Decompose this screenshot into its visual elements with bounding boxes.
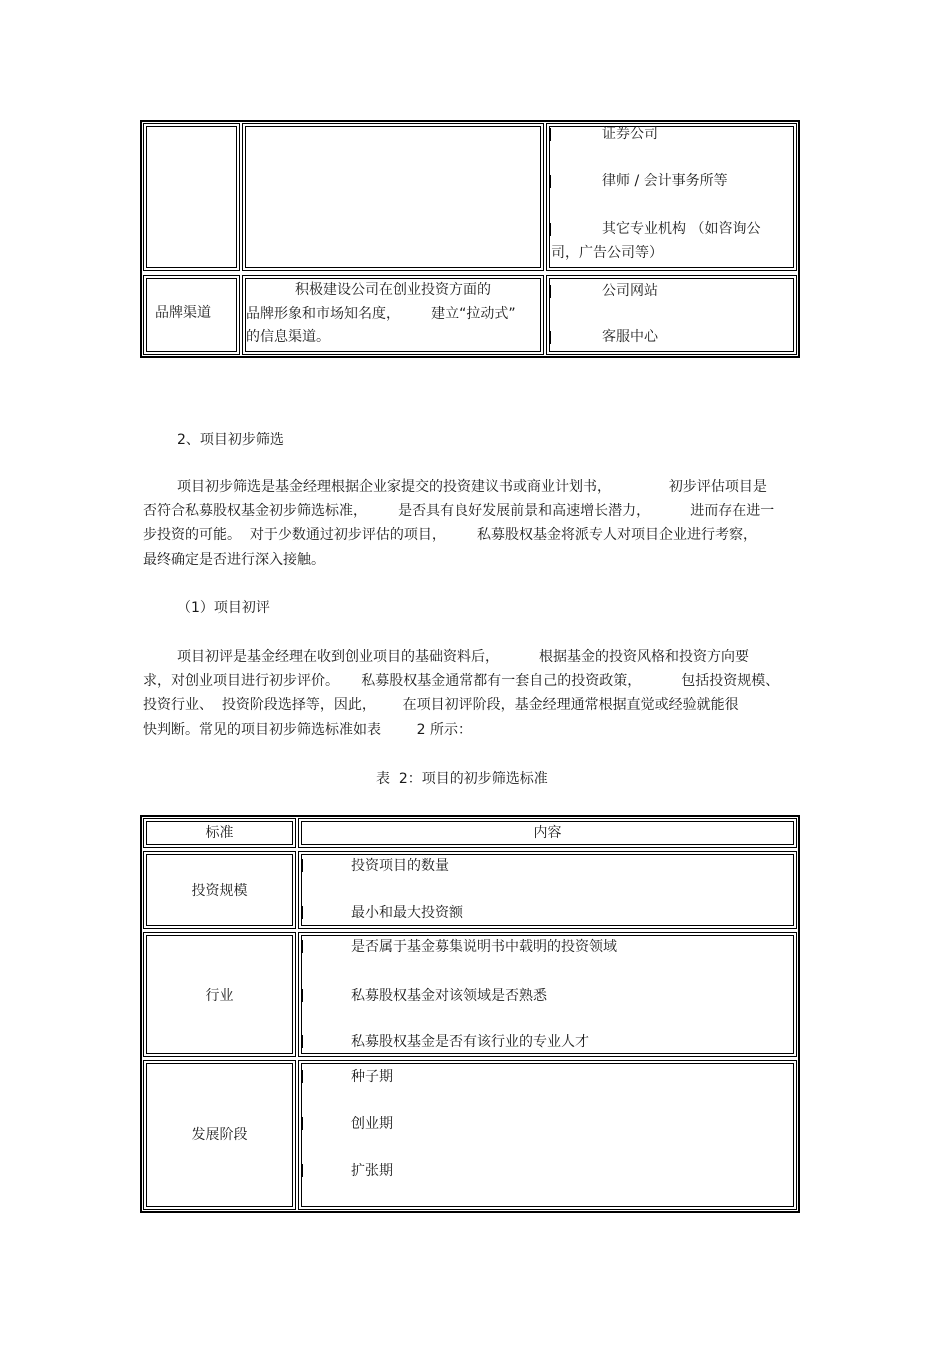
paragraph-1-line: 最终确定是否进行深入接触。 bbox=[143, 552, 325, 568]
brand-desc-line: 的信息渠道。 bbox=[246, 329, 330, 345]
bullet-tick bbox=[550, 175, 551, 188]
table-1-row1-col1 bbox=[143, 123, 240, 271]
list-item: 最小和最大投资额 bbox=[351, 905, 463, 921]
bullet-tick bbox=[302, 1035, 303, 1048]
bullet-tick bbox=[550, 128, 551, 141]
list-item: 证券公司 bbox=[602, 126, 658, 142]
list-item-continuation: 司，广告公司等） bbox=[551, 245, 663, 261]
list-item: 客服中心 bbox=[602, 329, 658, 345]
column-header-content: 内容 bbox=[533, 825, 562, 841]
subsection-title: （1）项目初评 bbox=[177, 600, 270, 616]
paragraph-2-line: 快判断。常见的项目初步筛选标准如表 2 所示： bbox=[143, 722, 472, 738]
brand-desc-line: 品牌形象和市场知名度， 建立“拉动式” bbox=[246, 306, 516, 322]
bullet-tick bbox=[550, 285, 551, 298]
paragraph-1-line: 步投资的可能。 对于少数通过初步评估的项目， 私募股权基金将派专人对项目企业进行考察， bbox=[143, 527, 758, 543]
row-label: 投资规模 bbox=[191, 883, 248, 899]
table-2 bbox=[140, 815, 800, 1213]
list-item: 种子期 bbox=[351, 1069, 393, 1085]
table-2-caption: 表 2：项目的初步筛选标准 bbox=[376, 771, 548, 787]
list-item: 创业期 bbox=[351, 1116, 393, 1132]
table-1 bbox=[140, 120, 800, 358]
list-item: 律师 / 会计事务所等 bbox=[602, 173, 728, 189]
bullet-tick bbox=[302, 940, 303, 953]
list-item: 其它专业机构 （如咨询公 bbox=[602, 221, 761, 237]
section-title: 2、项目初步筛选 bbox=[177, 432, 284, 448]
list-item: 是否属于基金募集说明书中载明的投资领域 bbox=[351, 939, 617, 955]
bullet-tick bbox=[302, 1070, 303, 1083]
bullet-tick bbox=[302, 1117, 303, 1130]
bullet-tick bbox=[302, 1164, 303, 1177]
list-item: 公司网站 bbox=[602, 283, 658, 299]
paragraph-1-line: 项目初步筛选是基金经理根据企业家提交的投资建议书或商业计划书， 初步评估项目是 bbox=[177, 479, 767, 495]
column-header-standard: 标准 bbox=[205, 825, 234, 841]
paragraph-1-line: 否符合私募股权基金初步筛选标准， 是否具有良好发展前景和高速增长潜力， 进而存在进一 bbox=[143, 503, 775, 519]
row-label-brand: 品牌渠道 bbox=[155, 305, 211, 321]
list-item: 扩张期 bbox=[351, 1163, 393, 1179]
paragraph-2-line: 求，对创业项目进行初步评价。 私募股权基金通常都有一套自己的投资政策， 包括投资规模、 bbox=[143, 673, 780, 689]
paragraph-2-line: 投资行业、 投资阶段选择等，因此， 在项目初评阶段，基金经理通常根据直觉或经验就能很 bbox=[143, 697, 739, 713]
list-item: 投资项目的数量 bbox=[351, 858, 449, 874]
table-1-row2-col3 bbox=[546, 275, 797, 355]
list-item: 私募股权基金对该领域是否熟悉 bbox=[351, 988, 547, 1004]
row-label: 发展阶段 bbox=[191, 1127, 248, 1143]
bullet-tick bbox=[550, 331, 551, 344]
bullet-tick bbox=[302, 906, 303, 919]
list-item: 私募股权基金是否有该行业的专业人才 bbox=[351, 1034, 589, 1050]
brand-desc-line: 积极建设公司在创业投资方面的 bbox=[295, 282, 491, 298]
bullet-tick bbox=[302, 989, 303, 1002]
paragraph-2-line: 项目初评是基金经理在收到创业项目的基础资料后， 根据基金的投资风格和投资方向要 bbox=[177, 649, 750, 665]
bullet-tick bbox=[302, 859, 303, 872]
table-1-row1-col2 bbox=[242, 123, 544, 271]
row-label: 行业 bbox=[205, 988, 234, 1004]
bullet-tick bbox=[550, 223, 551, 236]
